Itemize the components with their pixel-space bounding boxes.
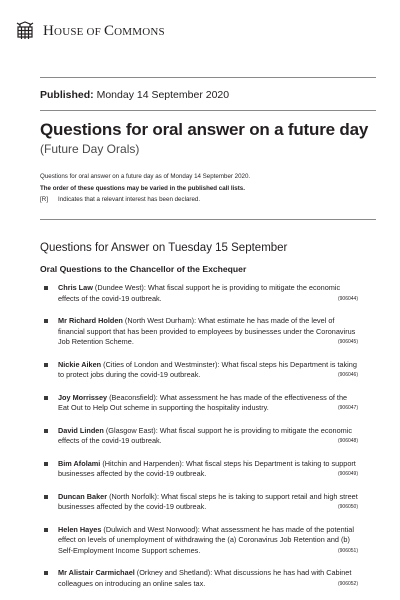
question-text: What fiscal support he is providing to mitigate the economic effects of the covid-19 outbreak. (58, 283, 341, 303)
published-date: Published: Monday 14 September 2020 (40, 89, 230, 101)
house-logo (14, 20, 165, 42)
member-name: Helen Hayes (58, 524, 102, 534)
question-list (40, 283, 358, 589)
member-constituency: (Hitchin and Harpenden): (100, 458, 186, 468)
question-ref: (906045) (337, 339, 358, 345)
section-subtitle: Oral Questions to the Chancellor of the Exchequer (40, 264, 247, 274)
question-ref: (906049) (337, 471, 358, 477)
divider (40, 110, 376, 111)
member-name: Duncan Baker (58, 491, 108, 501)
question-ref: (906047) (337, 405, 358, 411)
document-title: Questions for oral answer on a future day (40, 120, 369, 139)
question-item (40, 459, 358, 480)
question-ref: (906044) (337, 295, 358, 302)
house-name: HOUSE OF COMMONS (43, 22, 165, 39)
intro-notes (40, 171, 250, 206)
member-constituency: (Orkney and Shetland): (134, 568, 215, 577)
question-item (40, 525, 358, 557)
question-text: What fiscal support he is providing to mitigate the economic effects of the covid-19 outbreak. (58, 425, 353, 445)
bullet-icon (44, 462, 48, 466)
question-text: What assessment he has made of the effectiveness of the Eat Out to Help Out scheme in supporting the hospitality industry. (58, 392, 348, 412)
member-name: Nickie Aiken (58, 359, 102, 369)
question-item (40, 426, 358, 447)
member-name: David Linden (58, 425, 104, 435)
section-title: Questions for Answer on Tuesday 15 September (40, 242, 288, 254)
divider (40, 77, 376, 78)
member-constituency: (Dulwich and West Norwood): (101, 524, 202, 534)
member-constituency: (Beaconsfield): (107, 392, 160, 402)
member-name: Chris Law (58, 283, 93, 292)
question-item (40, 568, 358, 589)
member-name: Joy Morrissey (58, 392, 108, 402)
member-constituency: (North West Durham): (122, 316, 199, 325)
question-text: What fiscal steps his Department is taking to support businesses affected by the covid-19 outbreak. (58, 458, 356, 478)
intro-line: Questions for oral answer on a future day as of Monday 14 September 2020. (40, 173, 251, 180)
member-name: Bim Afolami (58, 458, 101, 468)
question-text: What fiscal steps he is taking to support retail and high street businesses affected by the covid-19 outbreak. (58, 491, 358, 511)
question-text: What fiscal steps his Department is taking to protect jobs during the covid-19 outbreak. (58, 359, 357, 379)
bullet-icon (44, 429, 48, 433)
question-item (40, 360, 358, 381)
bullet-icon (44, 571, 48, 575)
question-ref: (906048) (337, 438, 358, 444)
member-name: Mr Alistair Carmichael (58, 568, 135, 577)
intro-line: The order of these questions may be varied in the published call lists. (40, 184, 245, 192)
bullet-icon (44, 286, 48, 290)
member-constituency: (North Norfolk): (107, 491, 162, 501)
intro-line: [R] Indicates that a relevant interest has been declared. (40, 196, 201, 203)
bullet-icon (44, 495, 48, 499)
member-constituency: (Dundee West): (92, 283, 148, 292)
member-constituency: (Cities of London and Westminster): (101, 359, 222, 369)
member-name: Mr Richard Holden (58, 316, 123, 325)
bullet-icon (44, 528, 48, 532)
question-ref: (906052) (337, 580, 358, 587)
question-item (40, 316, 358, 348)
document-subtitle: (Future Day Orals) (40, 142, 140, 156)
question-ref: (906046) (337, 372, 358, 378)
question-item (40, 492, 358, 513)
divider (40, 219, 376, 220)
bullet-icon (44, 396, 48, 400)
question-ref: (906051) (337, 547, 358, 554)
question-text: What estimate he has made of the level of financial support that has been provided to employees by businesses under the Coronavirus Job Retention Scheme. (58, 316, 356, 346)
bullet-icon (44, 363, 48, 367)
question-item (40, 393, 358, 414)
question-text: What assessment he has made of the potential effect on levels of unemployment of withdrawing the (a) Coronavirus Job Retention and (b) Self-Employment Income Support schemes. (58, 524, 354, 555)
member-constituency: (Glasgow East): (103, 425, 160, 435)
portcullis-icon (14, 20, 36, 42)
question-text: What discussions he has had with Cabinet colleagues on introducing an online sales tax. (58, 568, 352, 588)
question-ref: (906050) (337, 504, 358, 510)
bullet-icon (44, 319, 48, 323)
question-item (40, 283, 358, 304)
